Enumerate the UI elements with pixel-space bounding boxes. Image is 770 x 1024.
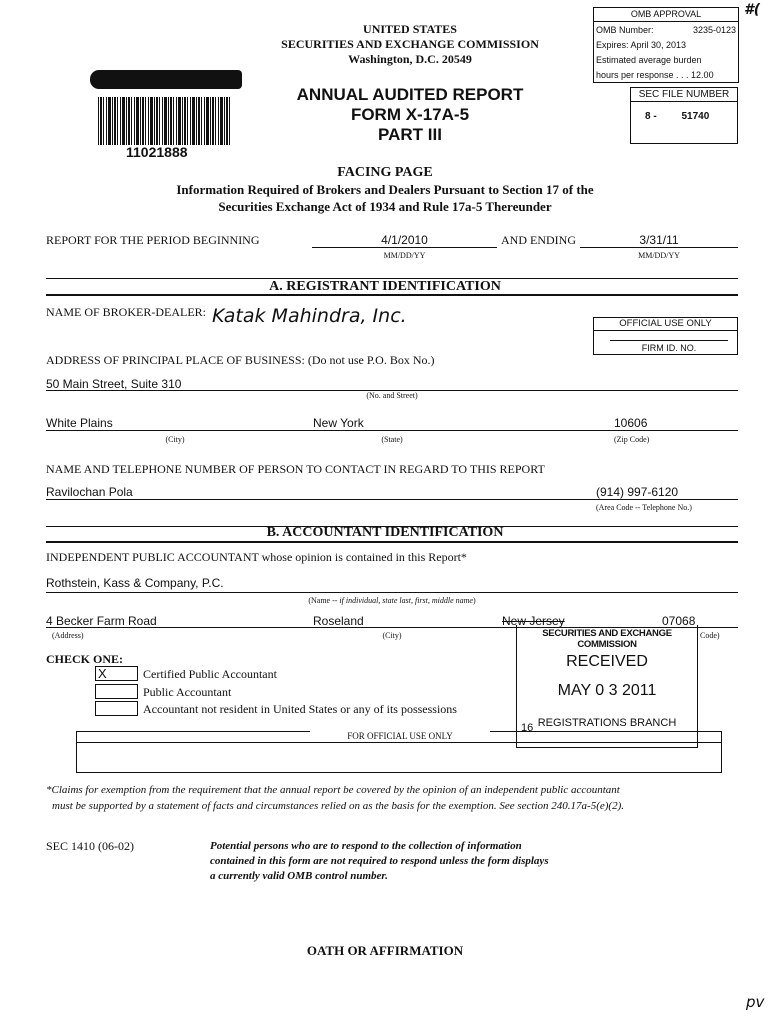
footnote-line-2: must be supported by a statement of facts and circumstances relied on as the basis for the exemption. See section 240.17a-5(e)(2).	[52, 800, 624, 812]
zip-value[interactable]: 10606	[614, 416, 648, 430]
state-sub: (State)	[381, 435, 403, 444]
option-public-label: Public Accountant	[143, 685, 232, 699]
name-sub-suffix: )	[472, 596, 476, 605]
barcode-image	[98, 97, 230, 145]
received-stamp	[516, 625, 698, 748]
contact-line	[46, 499, 738, 500]
sec-form-number: SEC 1410 (06-02)	[46, 839, 134, 853]
stamp-received: RECEIVED	[566, 653, 648, 670]
firm-id-label: FIRM ID. NO.	[641, 343, 697, 353]
barcode-number: 11021888	[126, 144, 188, 160]
street-sub: (No. and Street)	[366, 391, 418, 400]
notice-line-3: a currently valid OMB control number.	[210, 870, 388, 882]
name-sub-prefix: (Name --	[308, 596, 340, 605]
report-title-line-1: ANNUAL AUDITED REPORT	[296, 85, 524, 104]
notice-line-2: contained in this form are not required to respond unless the form displays	[210, 855, 549, 867]
section-a-title: A. REGISTRANT IDENTIFICATION	[269, 279, 501, 294]
city-sub: (City)	[165, 435, 185, 444]
notice-line-1: Potential persons who are to respond to the collection of information	[210, 840, 522, 852]
accountant-label: INDEPENDENT PUBLIC ACCOUNTANT whose opinion is contained in this Report*	[46, 550, 467, 564]
name-sub-italic: if individual, state last, first, middle name	[339, 596, 473, 605]
accountant-state-value[interactable]: New Jersey	[502, 614, 565, 628]
phone-sub: (Area Code -- Telephone No.)	[596, 503, 692, 512]
city-line	[46, 430, 738, 431]
omb-expires: Expires: April 30, 2013	[596, 40, 687, 50]
accountant-name-value[interactable]: Rothstein, Kass & Company, P.C.	[46, 576, 224, 590]
footnote-line-1: *Claims for exemption from the requirement that the annual report be covered by the opinion of an independent public accountant	[46, 784, 620, 796]
section-b-bottom-rule	[46, 541, 738, 543]
accountant-city-sub: (City)	[382, 631, 402, 640]
omb-number-row	[596, 23, 736, 38]
contact-label: NAME AND TELEPHONE NUMBER OF PERSON TO CONTACT IN REGARD TO THIS REPORT	[46, 462, 545, 476]
header-line-1: UNITED STATES	[363, 22, 457, 36]
accountant-address-sub: (Address)	[52, 631, 84, 640]
period-begin-sub: MM/DD/YY	[383, 251, 426, 260]
accountant-name-line	[46, 592, 738, 593]
official-use-table-label: FOR OFFICIAL USE ONLY	[310, 731, 490, 741]
notice-text	[210, 839, 549, 884]
section-a-bottom-rule	[46, 294, 738, 296]
contact-phone-value[interactable]: (914) 997-6120	[596, 485, 679, 499]
report-title-line-2: FORM X-17A-5	[350, 105, 470, 124]
omb-number-label: OMB Number:	[596, 25, 654, 35]
broker-name-label: NAME OF BROKER-DEALER:	[46, 305, 207, 319]
oath-heading: OATH OR AFFIRMATION	[306, 943, 464, 958]
stamp-branch: REGISTRATIONS BRANCH	[537, 717, 677, 729]
check-one-label: CHECK ONE:	[46, 652, 124, 666]
omb-title: OMB APPROVAL	[594, 8, 738, 22]
omb-burden-1: Estimated average burden	[596, 55, 702, 65]
street-value[interactable]: 50 Main Street, Suite 310	[46, 377, 182, 391]
period-end-sub: MM/DD/YY	[638, 251, 680, 260]
checkbox-public[interactable]	[95, 684, 138, 699]
period-label: REPORT FOR THE PERIOD BEGINNING	[46, 233, 260, 247]
period-end-value[interactable]: 3/31/11	[639, 233, 679, 247]
accountant-address-value[interactable]: 4 Becker Farm Road	[46, 614, 157, 628]
facing-page-title: FACING PAGE	[337, 165, 433, 180]
contact-name-value[interactable]: Ravilochan Pola	[46, 485, 133, 499]
period-and-ending: AND ENDING	[501, 233, 576, 247]
state-value[interactable]: New York	[313, 416, 364, 430]
accountant-name-sub	[46, 596, 738, 605]
corner-handwritten-mark: #(	[744, 2, 761, 18]
stamp-number: 16	[521, 722, 534, 734]
sec-file-prefix: 8 -	[645, 111, 657, 122]
facing-line-2: Securities Exchange Act of 1934 and Rule 17a-5 Thereunder	[218, 199, 552, 214]
broker-name-value[interactable]: Katak Mahindra, Inc.	[212, 305, 407, 327]
redaction-bar	[90, 70, 242, 89]
accountant-zip-value[interactable]: 07068	[662, 614, 696, 628]
firm-id-line	[610, 340, 728, 341]
option-certified-label: Certified Public Accountant	[143, 667, 277, 681]
checkbox-nonresident[interactable]	[95, 701, 138, 716]
accountant-city-value[interactable]: Roseland	[313, 614, 364, 628]
accountant-zip-sub: Code)	[700, 631, 720, 640]
report-title	[290, 85, 530, 145]
sec-file-number-box	[630, 87, 738, 144]
omb-approval-box	[593, 7, 739, 83]
header-line-3: Washington, D.C. 20549	[348, 52, 472, 66]
checkbox-certified[interactable]	[95, 666, 138, 681]
facing-line-1: Information Required of Brokers and Dealers Pursuant to Section 17 of the	[176, 182, 594, 197]
section-b-title: B. ACCOUNTANT IDENTIFICATION	[266, 525, 504, 540]
stamp-line-1: SECURITIES AND EXCHANGE COMMISSION	[542, 628, 672, 650]
report-title-line-3: PART III	[378, 125, 442, 144]
option-nonresident-label: Accountant not resident in United States or any of its possessions	[143, 702, 457, 716]
omb-burden-2: hours per response . . . 12.00	[596, 70, 714, 80]
sec-file-number: 51740	[681, 111, 710, 122]
checkbox-certified-mark: X	[98, 666, 107, 681]
zip-sub: (Zip Code)	[614, 435, 650, 444]
corner-initials: pv	[746, 993, 765, 1011]
address-label: ADDRESS OF PRINCIPAL PLACE OF BUSINESS: (Do not use P.O. Box No.)	[46, 353, 435, 367]
header-line-2: SECURITIES AND EXCHANGE COMMISSION	[281, 37, 539, 51]
sec-file-title: SEC FILE NUMBER	[631, 88, 737, 102]
official-use-label: OFFICIAL USE ONLY	[594, 318, 737, 331]
period-begin-value[interactable]: 4/1/2010	[381, 233, 428, 247]
period-end-line	[580, 247, 738, 248]
omb-number-value: 3235-0123	[692, 25, 736, 35]
period-begin-line	[312, 247, 497, 248]
city-value[interactable]: White Plains	[46, 416, 113, 430]
stamp-date: MAY 0 3 2011	[557, 682, 657, 699]
agency-header	[270, 22, 550, 67]
